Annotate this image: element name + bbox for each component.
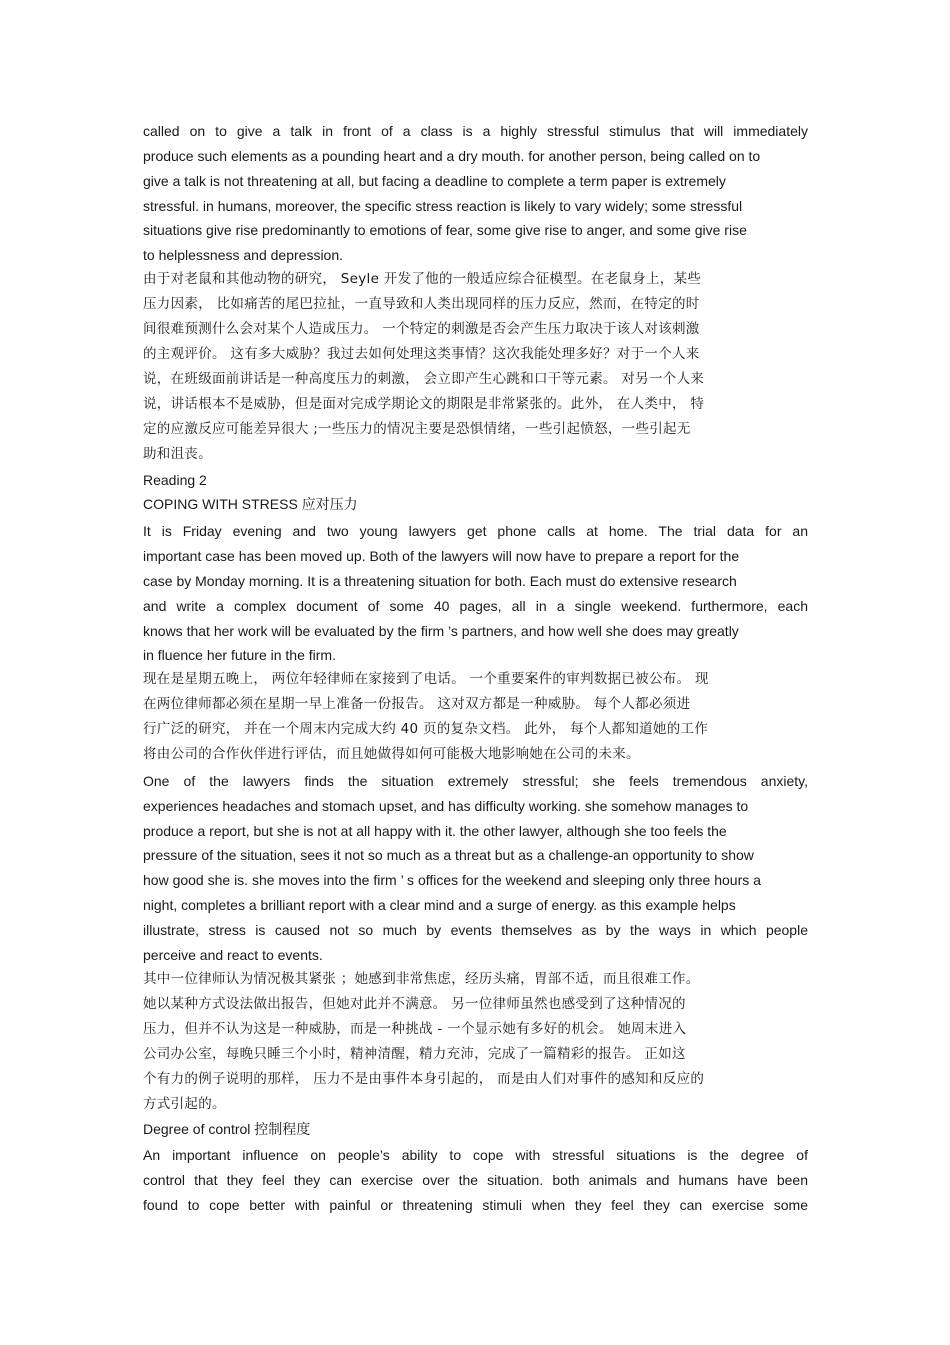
text-line: found to cope better with painful or threatening stimuli when they feel they can exercise some xyxy=(143,1197,808,1213)
text-line-zh: 压力，但并不认为这是一种威胁，而是一种挑战 - 一个显示她有多好的机会。 她周末进入 xyxy=(143,1021,687,1037)
text-line-zh: 说，讲话根本不是威胁，但是面对完成学期论文的期限是非常紧张的。此外， 在人类中， 特 xyxy=(143,396,705,412)
text-line: stressful. in humans, moreover, the specific stress reaction is likely to vary widely; some stressful xyxy=(143,198,743,214)
text-line-zh: 她以某种方式设法做出报告，但她对此并不满意。 另一位律师虽然也感受到了这种情况的 xyxy=(143,996,686,1012)
text-line-zh: 个有力的例子说明的那样， 压力不是由事件本身引起的， 而是由人们对事件的感知和反应的 xyxy=(143,1071,705,1087)
text-line-zh: 定的应激反应可能差异很大 ;一些压力的情况主要是恐惧情绪，一些引起愤怒，一些引起无 xyxy=(143,421,691,437)
text-line-zh: 将由公司的合作伙伴进行评估，而且她做得如何可能极大地影响她在公司的未来。 xyxy=(143,746,640,762)
text-line: to helplessness and depression. xyxy=(143,247,344,263)
text-line-zh: 行广泛的研究， 并在一个周末内完成大约 40 页的复杂文档。 此外， 每个人都知道她的工作 xyxy=(143,721,709,737)
text-line-zh: 由于对老鼠和其他动物的研究， Seyle 开发了他的一般适应综合征模型。在老鼠身上，某些 xyxy=(143,271,702,287)
text-line: perceive and react to events. xyxy=(143,947,323,963)
text-line-zh: 助和沮丧。 xyxy=(143,446,212,462)
text-line: and write a complex document of some 40 pages, all in a single weekend. furthermore, each xyxy=(143,598,808,614)
text-line-zh: 方式引起的。 xyxy=(143,1096,226,1112)
text-line: important case has been moved up. Both of the lawyers will now have to prepare a report for the xyxy=(143,548,740,564)
text-line: produce such elements as a pounding heart and a dry mouth. for another person, being called on to xyxy=(143,148,761,164)
text-line: produce a report, but she is not at all happy with it. the other lawyer, although she too feels the xyxy=(143,823,727,839)
text-line: called on to give a talk in front of a class is a highly stressful stimulus that will immediately xyxy=(143,123,808,139)
text-line-zh: 在两位律师都必须在星期一早上准备一份报告。 这对双方都是一种威胁。 每个人都必须进 xyxy=(143,696,691,712)
text-line: situations give rise predominantly to emotions of fear, some give rise to anger, and some give rise xyxy=(143,222,747,238)
text-line-zh: 的主观评价。 这有多大威胁？我过去如何处理这类事情？这次我能处理多好？对于一个人来 xyxy=(143,346,700,362)
text-line-zh: 间很难预测什么会对某个人造成压力。 一个特定的刺激是否会产生压力取决于该人对该刺激 xyxy=(143,321,700,337)
section-title: COPING WITH STRESS 应对压力 xyxy=(143,496,358,512)
text-line: case by Monday morning. It is a threatening situation for both. Each must do extensive research xyxy=(143,573,737,589)
text-line: knows that her work will be evaluated by the firm ’s partners, and how well she does may greatly xyxy=(143,623,739,639)
text-line: illustrate, stress is caused not so much by events themselves as by the ways in which people xyxy=(143,922,808,938)
text-line: how good she is. she moves into the firm ’ s offices for the weekend and sleeping only three hours a xyxy=(143,872,761,888)
text-line: in fluence her future in the firm. xyxy=(143,647,336,663)
text-line: An important influence on people’s ability to cope with stressful situations is the degree of xyxy=(143,1147,808,1163)
text-line: pressure of the situation, sees it not so much as a threat but as a challenge-an opportunity to show xyxy=(143,847,754,863)
text-line-zh: 压力因素， 比如痛苦的尾巴拉扯，一直导致和人类出现同样的压力反应，然而，在特定的时 xyxy=(143,296,700,312)
text-line-zh: 其中一位律师认为情况极其紧张 ；她感到非常焦虑，经历头痛，胃部不适，而且很难工作。 xyxy=(143,971,700,987)
section-heading: Reading 2 xyxy=(143,472,207,488)
text-line-zh: 说，在班级面前讲话是一种高度压力的刺激， 会立即产生心跳和口干等元素。 对另一个人来 xyxy=(143,371,705,387)
text-line: One of the lawyers finds the situation extremely stressful; she feels tremendous anxiety, xyxy=(143,773,808,789)
text-line: It is Friday evening and two young lawyers get phone calls at home. The trial data for an xyxy=(143,523,808,539)
text-line: night, completes a brilliant report with a clear mind and a surge of energy. as this example helps xyxy=(143,897,736,913)
text-line-zh: 公司办公室，每晚只睡三个小时，精神清醒，精力充沛，完成了一篇精彩的报告。 正如这 xyxy=(143,1046,686,1062)
text-line-zh: 现在是星期五晚上， 两位年轻律师在家接到了电话。 一个重要案件的审判数据已被公布。 现 xyxy=(143,671,709,687)
text-line: control that they feel they can exercise over the situation. both animals and humans have been xyxy=(143,1172,808,1188)
text-line: give a talk is not threatening at all, but facing a deadline to complete a term paper is extremely xyxy=(143,173,726,189)
text-line: experiences headaches and stomach upset, and has difficulty working. she somehow manages to xyxy=(143,798,749,814)
section-heading: Degree of control 控制程度 xyxy=(143,1121,311,1137)
